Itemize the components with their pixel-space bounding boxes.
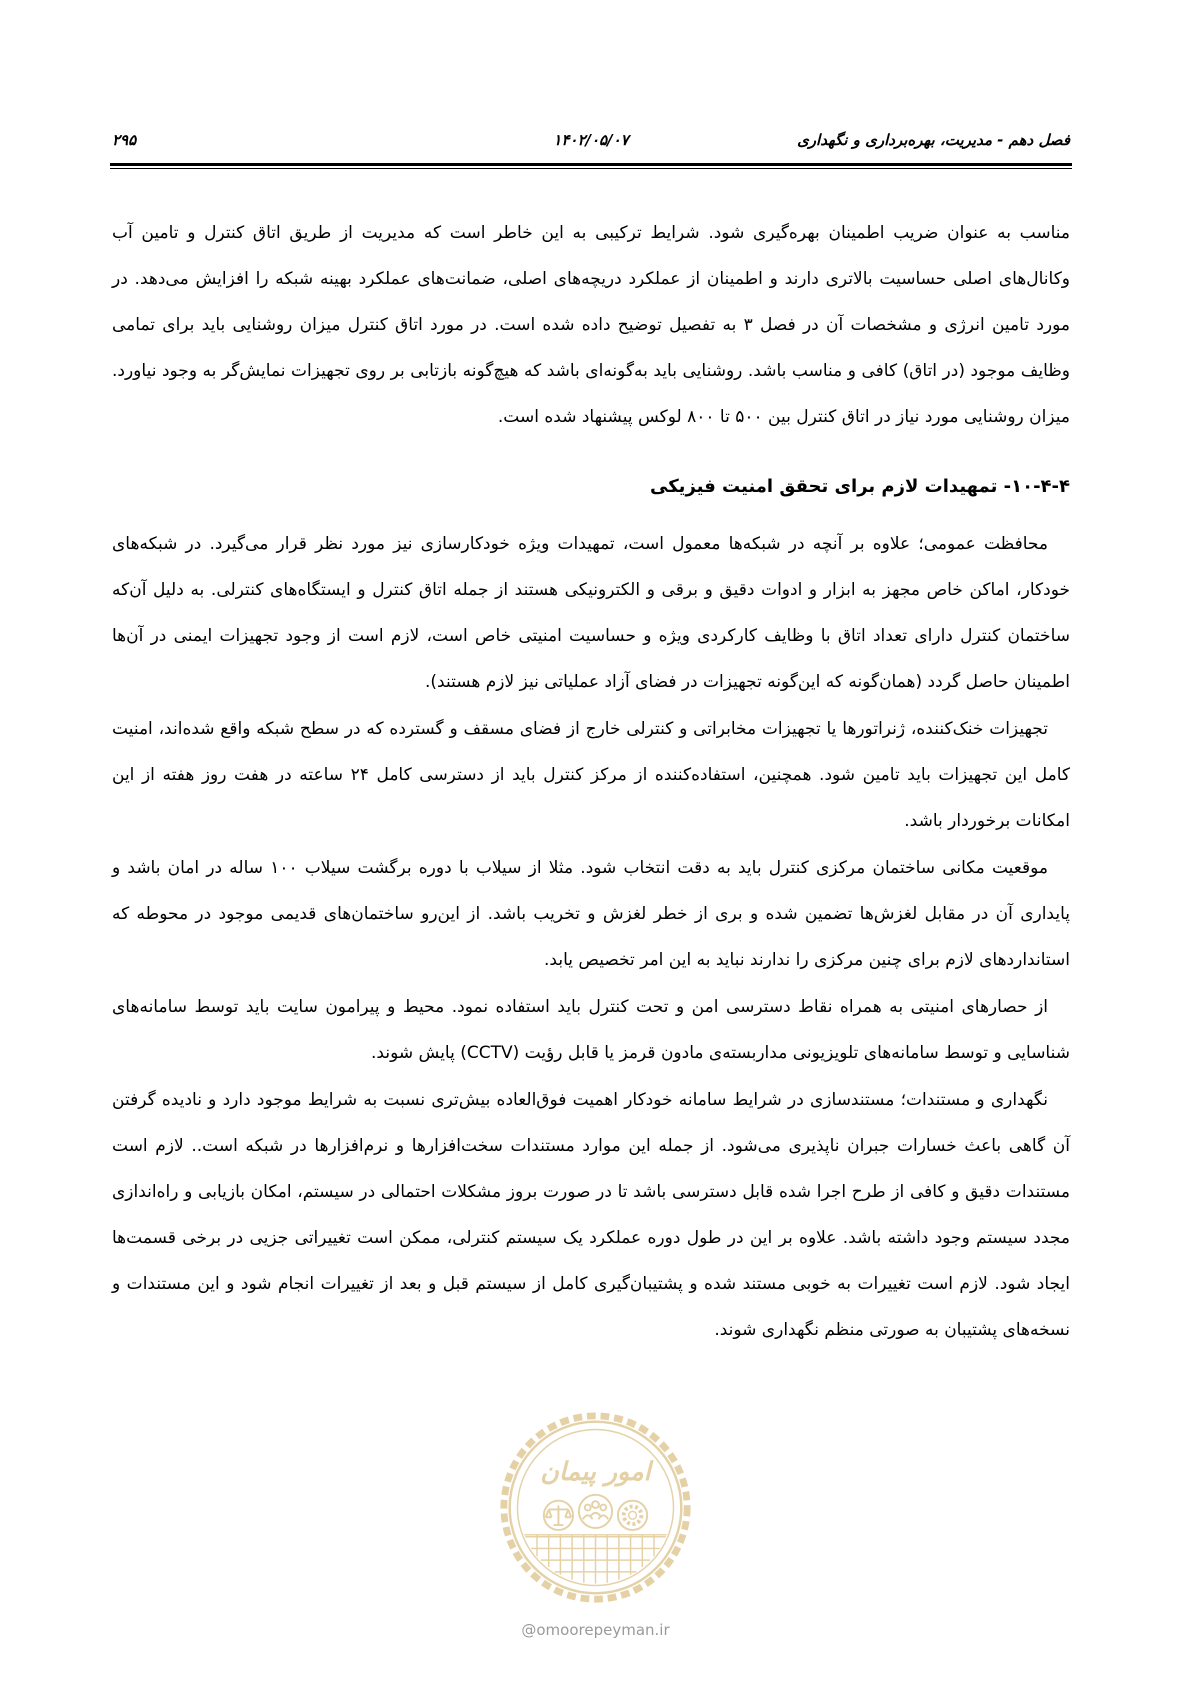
page-body xyxy=(112,210,1070,1354)
gear-icon-frame xyxy=(618,1501,647,1530)
people-icon xyxy=(579,1495,612,1528)
page-number: ۲۹۵ xyxy=(112,131,137,149)
paragraph-general-protection: محافظت عمومی؛ علاوه بر آنچه در شبکه‌ها معمول است، تمهیدات ویژه خودکارسازی نیز مورد نظر قرار می‌گیرد. در شبکه‌های خودکار، اماکن خاص مجهز به ابزار و ادوات دقیق و برقی و الکترونیکی هستند از جمله اتاق کنترل و ایستگاه‌های کنترلی. به دلیل آن‌که ساختمان کنترل دارای تعداد اتاق با وظایف کارکردی ویژه و حساسیت امنیتی خاص است، لازم است از وجود تجهیزات ایمنی در آن‌ها اطمینان حاصل گردد (همان‌گونه که این‌گونه تجهیزات در فضای آزاد عملیاتی نیز لازم هستند). xyxy=(112,534,1070,692)
paragraph-security-fences: از حصارهای امنیتی به همراه نقاط دسترسی امن و تحت کنترل باید استفاده نمود. محیط و پیرامون سایت باید توسط سامانه‌های شناسایی و توسط سامانه‌های تلویزیونی مداربسته‌ی مادون قرمز یا قابل رؤیت (CCTV) پایش شوند. xyxy=(112,997,1070,1063)
gear-icon xyxy=(618,1501,647,1530)
paragraph-maintenance-documentation: نگهداری و مستندات؛ مستندسازی در شرایط سامانه خودکار اهمیت فوق‌العاده بیش‌تری نسبت به شرایط موجود دارد و نادیده گرفتن آن گاهی باعث خسارات جبران ناپذیری می‌شود. از جمله این موارد مستندات سخت‌افزارها و نرم‌افزارها در شبکه است.. لازم است مستندات دقیق و کافی از طرح اجرا شده قابل دسترسی باشد تا در صورت بروز مشکلات احتمالی در سیستم، امکان بازیابی و راه‌اندازی مجدد سیستم وجود داشته باشد. علاوه بر این در طول دوره عملکرد یک سیستم کنترلی، ممکن است تغییراتی جزیی در برخی قسمت‌ها ایجاد شود. لازم است تغییرات به خوبی مستند شده و پشتیبان‌گیری کامل از سیستم قبل و بعد از تغییرات انجام شود و این مستندات و نسخه‌های پشتیبان به صورتی منظم نگهداری شوند. xyxy=(112,1090,1070,1340)
people-icon-head-right xyxy=(600,1505,606,1511)
section-heading: ۱۰-۴-۴- تمهیدات لازم برای تحقق امنیت فیزیکی xyxy=(650,476,1070,497)
paragraph-outdoor-equipment: تجهیزات خنک‌کننده، ژنراتورها یا تجهیزات مخابراتی و کنترلی خارج از فضای مسقف و گسترده که در سطح شبکه واقع شده‌اند، امنیت کامل این تجهیزات باید تامین شود. همچنین، استفاده‌کننده از مرکز کنترل باید از دسترسی کامل ۲۴ ساعته در هفت روز هفته از این امکانات برخوردار باشد. xyxy=(112,719,1070,831)
running-header xyxy=(112,128,1070,152)
continued-paragraph: مناسب به عنوان ضریب اطمینان بهره‌گیری شود. شرایط ترکیبی به این خاطر است که مدیریت از طریق اتاق کنترل و تامین آب وکانال‌های اصلی حساسیت بالاتری دارند و اطمینان از عملکرد دریچه‌های اصلی، ضمانت‌های عملکرد بهینه شبکه را افزایش می‌دهد. در مورد تامین انرژی و مشخصات آن در فصل ۳ به تفصیل توضیح داده شده است. در مورد اتاق کنترل میزان روشنایی باید برای تمامی وظایف موجود (در اتاق) کافی و مناسب باشد. روشنایی باید به‌گونه‌ای باشد که هیچ‌گونه بازتابی بر روی تجهیزات نمایش‌گر به وجود نیاورد. میزان روشنایی مورد نیاز در اتاق کنترل بین ۵۰۰ تا ۸۰۰ لوکس پیشنهاد شده است. xyxy=(112,223,1070,427)
seal-inner-ring xyxy=(518,1430,674,1586)
seal-gear-teeth-ring xyxy=(504,1416,687,1599)
header-date: ۱۴۰۲/۰۵/۰۷ xyxy=(553,131,629,149)
chapter-title: فصل دهم - مدیریت، بهره‌برداری و نگهداری xyxy=(797,131,1070,149)
watermark-url: @omoorepeyman.ir xyxy=(521,1621,670,1639)
gear-icon-teeth xyxy=(624,1507,642,1525)
scale-icon-balance xyxy=(546,1506,571,1526)
header-rule xyxy=(110,163,1072,169)
gear-icon-hub xyxy=(629,1511,637,1519)
scale-icon-frame xyxy=(544,1501,573,1530)
watermark-seal xyxy=(498,1410,693,1605)
seal-outer-ring xyxy=(510,1422,682,1594)
people-icon-head-center xyxy=(592,1501,599,1508)
paragraph-building-location: موقعیت مکانی ساختمان مرکزی کنترل باید به دقت انتخاب شود. مثلا از سیلاب با دوره برگشت سیلاب ۱۰۰ ساله در امان باشد و پایداری آن در مقابل لغزش‌ها تضمین شده و بری از خطر لغزش و تخریب باشد. از این‌رو ساختمان‌های قدیمی موجود در محوطه که استانداردهای لازم برای چنین مرکزی را ندارند نباید به این امر تخصیص یابد. xyxy=(112,858,1070,970)
seal-grid xyxy=(524,1535,666,1584)
people-icon-frame xyxy=(579,1495,612,1528)
people-icon-bodies xyxy=(583,1513,608,1519)
scale-icon xyxy=(544,1501,573,1530)
people-icon-head-left xyxy=(585,1505,591,1511)
seal-script-text: امور پیمان xyxy=(540,1456,651,1487)
